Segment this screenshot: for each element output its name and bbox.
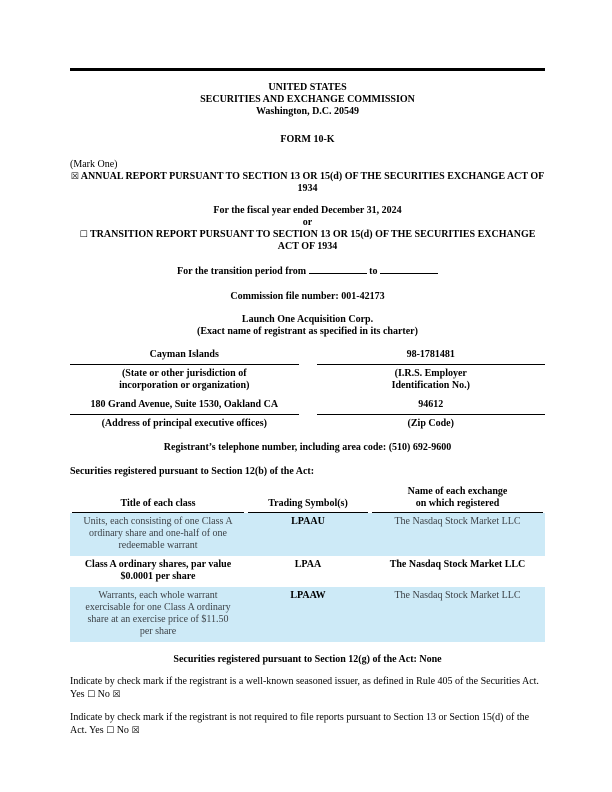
or-label: or [302,217,313,228]
zip-code: 94612 [317,399,546,415]
top-rule [70,68,545,71]
registrant-name: Launch One Acquisition Corp. [241,314,374,325]
section-12b-heading: Securities registered pursuant to Section 12(b) of the Act: [70,466,315,477]
transition-report-checkbox: ☐ [79,230,88,240]
principal-address: 180 Grand Avenue, Suite 1530, Oakland CA [70,399,299,415]
transition-period-to-label: to [369,266,378,277]
reports-no-label: No [116,725,129,736]
phone-line: Registrant’s telephone number, including area code: (510) 692-9600 [163,442,452,453]
irs-caption: (I.R.S. Employer Identification No.) [391,368,470,391]
issuer-no-label: No [97,689,110,700]
annual-report-line [70,171,545,195]
state-of-incorporation: Cayman Islands [70,349,299,365]
address-zip-cell [317,399,546,430]
reports-check-text: Indicate by check mark if the registrant is not required to file reports pursuant to Section 13 or Section 15(d) of the Act. Yes [70,712,530,736]
reports-check-paragraph [70,711,545,738]
annual-report-checkbox: ☒ [70,172,79,182]
org-name-line1: UNITED STATES [268,82,347,93]
irs-employer-id: 98-1781481 [317,349,546,365]
transition-report-line [70,229,545,253]
incorporation-table [70,349,545,392]
table-row [70,587,545,642]
address-street-cell [70,399,299,430]
transition-period-blank-from [309,264,367,274]
issuer-yes-checkbox: ☐ [87,690,96,700]
header-exchange: Name of each exchange on which registered [372,486,543,513]
fiscal-year-line: For the fiscal year ended December 31, 2024 [213,205,402,216]
incorporation-irs-cell [317,349,546,392]
transition-period-blank-to [380,264,438,274]
exchange-name: The Nasdaq Stock Market LLC [394,590,521,601]
issuer-check-paragraph [70,675,545,702]
securities-table-header [70,486,545,513]
table-row [70,556,545,587]
trading-symbol: LPAA [294,559,322,570]
registrant-name-caption: (Exact name of registrant as specified in its charter) [197,326,418,337]
security-title: Class A ordinary shares, par value $0.0001 per share [84,559,232,582]
trading-symbol: LPAAU [291,516,325,527]
commission-file-line: Commission file number: 001-42173 [230,291,385,302]
form-title: FORM 10-K [280,134,335,145]
reports-yes-checkbox: ☐ [106,726,115,736]
state-caption: (State or other jurisdiction of incorporation or organization) [119,368,250,391]
address-table [70,399,545,430]
section-12g-line: Securities registered pursuant to Section 12(g) of the Act: None [173,654,442,665]
issuer-no-checkbox: ☒ [112,690,121,700]
transition-report-text: TRANSITION REPORT PURSUANT TO SECTION 13 OR 15(d) OF THE SECURITIES EXCHANGE ACT OF 1934 [90,229,536,252]
table-row [70,513,545,556]
org-address-line: Washington, D.C. 20549 [255,106,360,117]
trading-symbol: LPAAW [290,590,326,601]
exchange-name: The Nasdaq Stock Market LLC [389,559,526,570]
transition-period-line [70,264,545,278]
annual-report-text: ANNUAL REPORT PURSUANT TO SECTION 13 OR 15(d) OF THE SECURITIES EXCHANGE ACT OF 1934 [80,171,545,194]
zip-caption: (Zip Code) [407,418,454,429]
header-title-of-class: Title of each class [72,498,244,513]
security-title: Units, each consisting of one Class A ordinary share and one-half of one redeemable warrant [83,516,233,551]
issuer-check-text: Indicate by check mark if the registrant is a well-known seasoned issuer, as defined in Rule 405 of the Securities Act. Yes [70,676,539,700]
header-trading-symbols: Trading Symbol(s) [248,498,368,513]
security-title: Warrants, each whole warrant exercisable for one Class A ordinary share at an exercise price of $11.50 per share [85,590,231,637]
securities-table [70,486,545,642]
exchange-name: The Nasdaq Stock Market LLC [394,516,521,527]
incorporation-state-cell [70,349,299,392]
mark-one-label: (Mark One) [70,159,118,170]
transition-period-from-label: For the transition period from [177,266,307,277]
org-name-line2: SECURITIES AND EXCHANGE COMMISSION [200,94,415,105]
reports-no-checkbox: ☒ [131,726,140,736]
address-caption: (Address of principal executive offices) [101,418,267,429]
